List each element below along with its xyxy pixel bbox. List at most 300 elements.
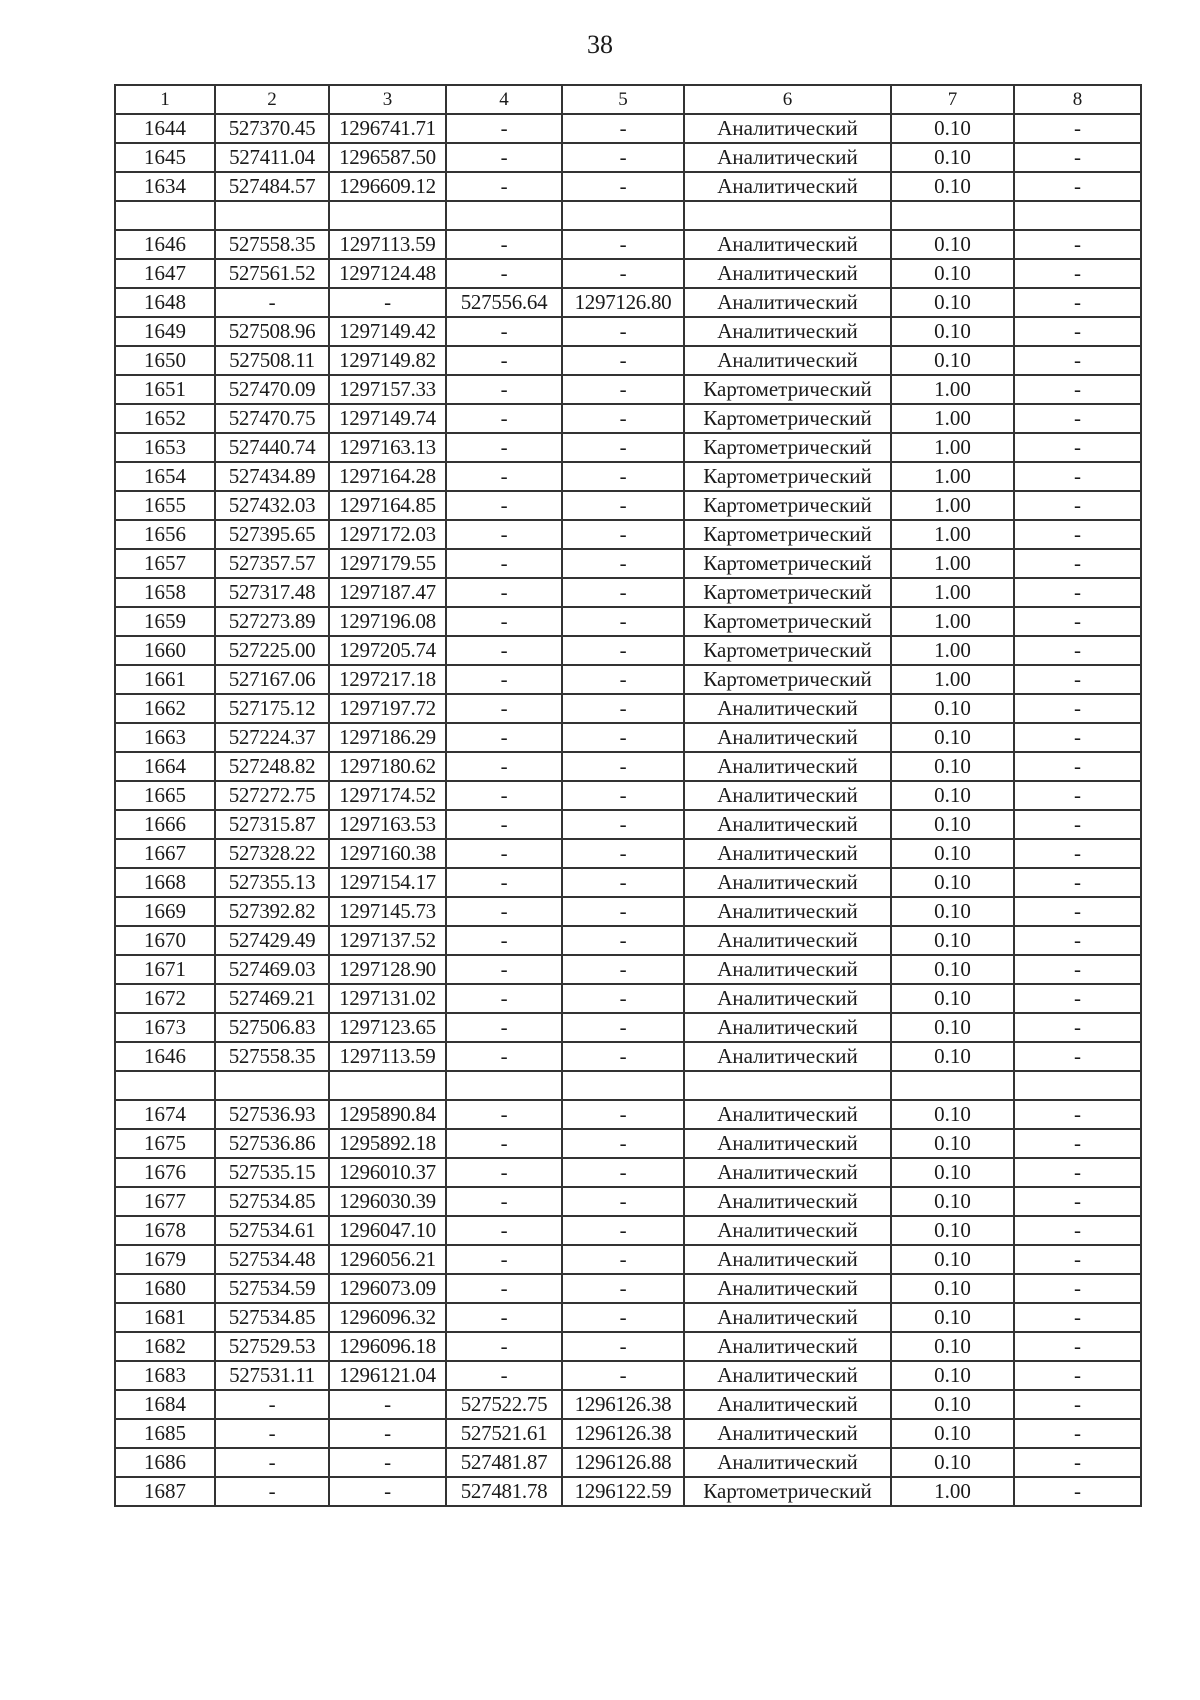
table-row — [115, 607, 1141, 636]
x-coordinate-cell: 527315.87 — [215, 810, 329, 839]
x-coordinate-cell: 527534.48 — [215, 1245, 329, 1274]
note-cell: - — [1014, 1303, 1141, 1332]
method-cell: Аналитический — [684, 346, 891, 375]
note-cell: - — [1014, 578, 1141, 607]
y-coordinate-alt-cell: - — [562, 143, 684, 172]
method-cell — [684, 201, 891, 230]
header-row — [115, 85, 1141, 114]
x-coordinate-cell: 527470.09 — [215, 375, 329, 404]
y-coordinate-cell — [329, 1071, 446, 1100]
method-cell: Аналитический — [684, 1274, 891, 1303]
x-coordinate-cell: - — [215, 1419, 329, 1448]
table-row — [115, 781, 1141, 810]
x-coordinate-alt-cell: - — [446, 346, 562, 375]
y-coordinate-cell: 1296096.18 — [329, 1332, 446, 1361]
point-number-cell: 1652 — [115, 404, 215, 433]
x-coordinate-cell: 527355.13 — [215, 868, 329, 897]
x-coordinate-alt-cell — [446, 201, 562, 230]
table-row — [115, 868, 1141, 897]
note-cell — [1014, 1071, 1141, 1100]
table-row — [115, 752, 1141, 781]
x-coordinate-alt-cell: - — [446, 636, 562, 665]
y-coordinate-alt-cell: - — [562, 346, 684, 375]
table-row — [115, 259, 1141, 288]
point-number-cell — [115, 201, 215, 230]
method-cell: Аналитический — [684, 1158, 891, 1187]
method-cell: Картометрический — [684, 578, 891, 607]
y-coordinate-cell: 1297145.73 — [329, 897, 446, 926]
point-number-cell: 1685 — [115, 1419, 215, 1448]
y-coordinate-cell: 1297157.33 — [329, 375, 446, 404]
accuracy-cell: 1.00 — [891, 520, 1014, 549]
note-cell: - — [1014, 1390, 1141, 1419]
table-row — [115, 839, 1141, 868]
y-coordinate-cell: 1296741.71 — [329, 114, 446, 143]
y-coordinate-cell: 1295892.18 — [329, 1129, 446, 1158]
note-cell: - — [1014, 1129, 1141, 1158]
table-row — [115, 578, 1141, 607]
x-coordinate-alt-cell: 527481.78 — [446, 1477, 562, 1506]
note-cell: - — [1014, 839, 1141, 868]
method-cell: Аналитический — [684, 1245, 891, 1274]
y-coordinate-alt-cell: - — [562, 578, 684, 607]
y-coordinate-alt-cell: - — [562, 114, 684, 143]
y-coordinate-alt-cell: - — [562, 781, 684, 810]
x-coordinate-cell: 527225.00 — [215, 636, 329, 665]
y-coordinate-alt-cell: - — [562, 665, 684, 694]
x-coordinate-cell: 527534.61 — [215, 1216, 329, 1245]
point-number-cell: 1684 — [115, 1390, 215, 1419]
method-cell: Аналитический — [684, 810, 891, 839]
y-coordinate-cell: - — [329, 1477, 446, 1506]
accuracy-cell: 1.00 — [891, 462, 1014, 491]
x-coordinate-cell: 527392.82 — [215, 897, 329, 926]
table-row — [115, 549, 1141, 578]
y-coordinate-cell: 1297205.74 — [329, 636, 446, 665]
x-coordinate-cell — [215, 1071, 329, 1100]
y-coordinate-alt-cell: - — [562, 607, 684, 636]
note-cell: - — [1014, 433, 1141, 462]
y-coordinate-cell: 1297137.52 — [329, 926, 446, 955]
table-row — [115, 1361, 1141, 1390]
y-coordinate-alt-cell: - — [562, 1042, 684, 1071]
y-coordinate-alt-cell: - — [562, 752, 684, 781]
x-coordinate-alt-cell: - — [446, 520, 562, 549]
x-coordinate-alt-cell: 527556.64 — [446, 288, 562, 317]
table-row — [115, 1129, 1141, 1158]
table-row — [115, 1419, 1141, 1448]
accuracy-cell: 0.10 — [891, 1361, 1014, 1390]
method-cell: Картометрический — [684, 520, 891, 549]
y-coordinate-cell: - — [329, 288, 446, 317]
accuracy-cell: 0.10 — [891, 1129, 1014, 1158]
table-row — [115, 433, 1141, 462]
method-cell: Аналитический — [684, 1042, 891, 1071]
note-cell: - — [1014, 1477, 1141, 1506]
table-row — [115, 984, 1141, 1013]
y-coordinate-cell: 1297128.90 — [329, 955, 446, 984]
table-row — [115, 1274, 1141, 1303]
y-coordinate-alt-cell: - — [562, 1129, 684, 1158]
note-cell: - — [1014, 288, 1141, 317]
note-cell: - — [1014, 897, 1141, 926]
point-number-cell: 1660 — [115, 636, 215, 665]
table-row — [115, 1245, 1141, 1274]
x-coordinate-cell: 527272.75 — [215, 781, 329, 810]
method-cell: Аналитический — [684, 984, 891, 1013]
method-cell: Аналитический — [684, 1129, 891, 1158]
x-coordinate-alt-cell: - — [446, 1129, 562, 1158]
x-coordinate-alt-cell: - — [446, 375, 562, 404]
y-coordinate-alt-cell: - — [562, 1013, 684, 1042]
note-cell: - — [1014, 317, 1141, 346]
x-coordinate-alt-cell: - — [446, 1332, 562, 1361]
header-cell: 4 — [446, 85, 562, 114]
x-coordinate-alt-cell: - — [446, 317, 562, 346]
point-number-cell: 1658 — [115, 578, 215, 607]
y-coordinate-cell: 1295890.84 — [329, 1100, 446, 1129]
y-coordinate-cell: 1297163.13 — [329, 433, 446, 462]
point-number-cell — [115, 1071, 215, 1100]
note-cell: - — [1014, 230, 1141, 259]
table-row — [115, 404, 1141, 433]
y-coordinate-alt-cell: - — [562, 1216, 684, 1245]
accuracy-cell: 0.10 — [891, 1100, 1014, 1129]
x-coordinate-alt-cell: - — [446, 1216, 562, 1245]
note-cell: - — [1014, 1361, 1141, 1390]
table-row — [115, 1042, 1141, 1071]
method-cell: Картометрический — [684, 404, 891, 433]
table-row — [115, 288, 1141, 317]
accuracy-cell: 0.10 — [891, 1187, 1014, 1216]
x-coordinate-cell: 527534.85 — [215, 1303, 329, 1332]
accuracy-cell: 0.10 — [891, 1332, 1014, 1361]
method-cell: Аналитический — [684, 1361, 891, 1390]
header-cell: 1 — [115, 85, 215, 114]
point-number-cell: 1679 — [115, 1245, 215, 1274]
note-cell: - — [1014, 723, 1141, 752]
method-cell: Аналитический — [684, 259, 891, 288]
y-coordinate-cell: 1297180.62 — [329, 752, 446, 781]
table-row — [115, 723, 1141, 752]
method-cell: Аналитический — [684, 1187, 891, 1216]
x-coordinate-alt-cell: - — [446, 259, 562, 288]
table-row — [115, 636, 1141, 665]
x-coordinate-alt-cell: - — [446, 491, 562, 520]
table-row — [115, 114, 1141, 143]
page-number: 38 — [587, 30, 613, 59]
x-coordinate-alt-cell: - — [446, 172, 562, 201]
y-coordinate-alt-cell: - — [562, 375, 684, 404]
note-cell: - — [1014, 259, 1141, 288]
y-coordinate-alt-cell: - — [562, 491, 684, 520]
note-cell: - — [1014, 1448, 1141, 1477]
method-cell: Аналитический — [684, 839, 891, 868]
y-coordinate-cell: 1297154.17 — [329, 868, 446, 897]
x-coordinate-alt-cell: - — [446, 578, 562, 607]
y-coordinate-alt-cell: - — [562, 839, 684, 868]
x-coordinate-alt-cell: - — [446, 926, 562, 955]
note-cell: - — [1014, 1274, 1141, 1303]
x-coordinate-cell: 527470.75 — [215, 404, 329, 433]
y-coordinate-alt-cell: - — [562, 926, 684, 955]
y-coordinate-alt-cell: - — [562, 1303, 684, 1332]
x-coordinate-alt-cell: - — [446, 897, 562, 926]
y-coordinate-alt-cell: - — [562, 636, 684, 665]
note-cell: - — [1014, 549, 1141, 578]
point-number-cell: 1657 — [115, 549, 215, 578]
x-coordinate-alt-cell: 527481.87 — [446, 1448, 562, 1477]
y-coordinate-cell: 1296030.39 — [329, 1187, 446, 1216]
x-coordinate-cell: - — [215, 1477, 329, 1506]
note-cell: - — [1014, 1158, 1141, 1187]
y-coordinate-alt-cell: - — [562, 1187, 684, 1216]
y-coordinate-alt-cell: - — [562, 1332, 684, 1361]
y-coordinate-cell: 1297149.82 — [329, 346, 446, 375]
method-cell: Аналитический — [684, 1303, 891, 1332]
note-cell: - — [1014, 375, 1141, 404]
note-cell: - — [1014, 462, 1141, 491]
accuracy-cell: 1.00 — [891, 578, 1014, 607]
method-cell: Картометрический — [684, 607, 891, 636]
x-coordinate-alt-cell: - — [446, 143, 562, 172]
point-number-cell: 1664 — [115, 752, 215, 781]
table-row — [115, 1100, 1141, 1129]
y-coordinate-cell: 1297197.72 — [329, 694, 446, 723]
point-number-cell: 1647 — [115, 259, 215, 288]
table-row — [115, 1390, 1141, 1419]
x-coordinate-alt-cell: - — [446, 955, 562, 984]
accuracy-cell: 1.00 — [891, 1477, 1014, 1506]
table-row — [115, 317, 1141, 346]
x-coordinate-cell: 527536.93 — [215, 1100, 329, 1129]
accuracy-cell: 1.00 — [891, 636, 1014, 665]
note-cell: - — [1014, 491, 1141, 520]
point-number-cell: 1662 — [115, 694, 215, 723]
point-number-cell: 1654 — [115, 462, 215, 491]
y-coordinate-cell: 1297123.65 — [329, 1013, 446, 1042]
x-coordinate-cell: 527469.03 — [215, 955, 329, 984]
header-cell: 6 — [684, 85, 891, 114]
x-coordinate-cell: 527395.65 — [215, 520, 329, 549]
method-cell: Аналитический — [684, 317, 891, 346]
method-cell: Картометрический — [684, 433, 891, 462]
x-coordinate-cell: 527558.35 — [215, 1042, 329, 1071]
method-cell: Аналитический — [684, 781, 891, 810]
y-coordinate-cell: 1297149.42 — [329, 317, 446, 346]
point-number-cell: 1672 — [115, 984, 215, 1013]
table-row — [115, 1332, 1141, 1361]
y-coordinate-alt-cell: - — [562, 462, 684, 491]
point-number-cell: 1682 — [115, 1332, 215, 1361]
x-coordinate-cell: 527534.85 — [215, 1187, 329, 1216]
x-coordinate-cell: 527440.74 — [215, 433, 329, 462]
y-coordinate-cell: 1297179.55 — [329, 549, 446, 578]
note-cell: - — [1014, 1100, 1141, 1129]
method-cell: Аналитический — [684, 955, 891, 984]
table-row — [115, 1013, 1141, 1042]
accuracy-cell: 0.10 — [891, 114, 1014, 143]
note-cell: - — [1014, 404, 1141, 433]
table-row — [115, 346, 1141, 375]
x-coordinate-alt-cell: - — [446, 1187, 562, 1216]
x-coordinate-alt-cell: - — [446, 1158, 562, 1187]
y-coordinate-cell: - — [329, 1448, 446, 1477]
accuracy-cell: 0.10 — [891, 1448, 1014, 1477]
y-coordinate-alt-cell: - — [562, 404, 684, 433]
accuracy-cell: 0.10 — [891, 926, 1014, 955]
x-coordinate-cell: 527317.48 — [215, 578, 329, 607]
point-number-cell: 1667 — [115, 839, 215, 868]
y-coordinate-cell: 1297196.08 — [329, 607, 446, 636]
separator-row — [115, 201, 1141, 230]
note-cell: - — [1014, 1419, 1141, 1448]
y-coordinate-cell: 1296010.37 — [329, 1158, 446, 1187]
accuracy-cell: 0.10 — [891, 1303, 1014, 1332]
accuracy-cell: 0.10 — [891, 346, 1014, 375]
table-row — [115, 1303, 1141, 1332]
point-number-cell: 1681 — [115, 1303, 215, 1332]
x-coordinate-alt-cell: - — [446, 752, 562, 781]
table-row — [115, 172, 1141, 201]
point-number-cell: 1678 — [115, 1216, 215, 1245]
accuracy-cell — [891, 1071, 1014, 1100]
table-row — [115, 694, 1141, 723]
x-coordinate-cell: 527484.57 — [215, 172, 329, 201]
point-number-cell: 1634 — [115, 172, 215, 201]
point-number-cell: 1650 — [115, 346, 215, 375]
note-cell: - — [1014, 1042, 1141, 1071]
method-cell: Аналитический — [684, 288, 891, 317]
x-coordinate-cell: 527534.59 — [215, 1274, 329, 1303]
point-number-cell: 1670 — [115, 926, 215, 955]
y-coordinate-cell: 1296056.21 — [329, 1245, 446, 1274]
y-coordinate-cell: 1297113.59 — [329, 230, 446, 259]
method-cell: Картометрический — [684, 665, 891, 694]
y-coordinate-alt-cell: 1296122.59 — [562, 1477, 684, 1506]
accuracy-cell: 0.10 — [891, 781, 1014, 810]
point-number-cell: 1651 — [115, 375, 215, 404]
x-coordinate-cell: 527469.21 — [215, 984, 329, 1013]
point-number-cell: 1666 — [115, 810, 215, 839]
note-cell — [1014, 201, 1141, 230]
table-row — [115, 665, 1141, 694]
y-coordinate-cell — [329, 201, 446, 230]
accuracy-cell: 0.10 — [891, 172, 1014, 201]
x-coordinate-alt-cell: - — [446, 462, 562, 491]
x-coordinate-alt-cell: - — [446, 1303, 562, 1332]
y-coordinate-alt-cell: - — [562, 549, 684, 578]
y-coordinate-alt-cell: - — [562, 955, 684, 984]
y-coordinate-cell: 1296609.12 — [329, 172, 446, 201]
method-cell: Аналитический — [684, 1332, 891, 1361]
x-coordinate-alt-cell: - — [446, 984, 562, 1013]
method-cell — [684, 1071, 891, 1100]
accuracy-cell: 1.00 — [891, 433, 1014, 462]
table-body — [115, 85, 1141, 1506]
x-coordinate-alt-cell: - — [446, 665, 562, 694]
note-cell: - — [1014, 1245, 1141, 1274]
x-coordinate-cell: 527411.04 — [215, 143, 329, 172]
accuracy-cell: 0.10 — [891, 1216, 1014, 1245]
table-row — [115, 1216, 1141, 1245]
y-coordinate-cell: 1296047.10 — [329, 1216, 446, 1245]
method-cell: Аналитический — [684, 723, 891, 752]
method-cell: Аналитический — [684, 1448, 891, 1477]
note-cell: - — [1014, 143, 1141, 172]
method-cell: Аналитический — [684, 868, 891, 897]
point-number-cell: 1646 — [115, 1042, 215, 1071]
header-cell: 3 — [329, 85, 446, 114]
x-coordinate-cell: 527508.11 — [215, 346, 329, 375]
table-row — [115, 897, 1141, 926]
point-number-cell: 1665 — [115, 781, 215, 810]
method-cell: Аналитический — [684, 172, 891, 201]
x-coordinate-cell: 527429.49 — [215, 926, 329, 955]
note-cell: - — [1014, 172, 1141, 201]
x-coordinate-alt-cell: - — [446, 230, 562, 259]
x-coordinate-alt-cell: - — [446, 839, 562, 868]
accuracy-cell: 0.10 — [891, 1390, 1014, 1419]
method-cell: Аналитический — [684, 1100, 891, 1129]
x-coordinate-cell: 527506.83 — [215, 1013, 329, 1042]
y-coordinate-cell: 1297160.38 — [329, 839, 446, 868]
point-number-cell: 1671 — [115, 955, 215, 984]
method-cell: Аналитический — [684, 926, 891, 955]
point-number-cell: 1680 — [115, 1274, 215, 1303]
x-coordinate-alt-cell: - — [446, 1361, 562, 1390]
table-row — [115, 491, 1141, 520]
accuracy-cell: 0.10 — [891, 897, 1014, 926]
note-cell: - — [1014, 984, 1141, 1013]
y-coordinate-cell: 1297186.29 — [329, 723, 446, 752]
table-row — [115, 143, 1141, 172]
method-cell: Аналитический — [684, 897, 891, 926]
x-coordinate-cell: - — [215, 1448, 329, 1477]
point-number-cell: 1656 — [115, 520, 215, 549]
method-cell: Картометрический — [684, 549, 891, 578]
point-number-cell: 1653 — [115, 433, 215, 462]
y-coordinate-cell: 1297164.85 — [329, 491, 446, 520]
x-coordinate-alt-cell: - — [446, 810, 562, 839]
y-coordinate-alt-cell: 1296126.88 — [562, 1448, 684, 1477]
point-number-cell: 1675 — [115, 1129, 215, 1158]
y-coordinate-alt-cell: - — [562, 317, 684, 346]
accuracy-cell: 1.00 — [891, 375, 1014, 404]
y-coordinate-alt-cell — [562, 201, 684, 230]
x-coordinate-alt-cell: - — [446, 723, 562, 752]
y-coordinate-cell: 1297187.47 — [329, 578, 446, 607]
accuracy-cell: 0.10 — [891, 1274, 1014, 1303]
accuracy-cell: 0.10 — [891, 1245, 1014, 1274]
table-row — [115, 955, 1141, 984]
table-row — [115, 1477, 1141, 1506]
x-coordinate-cell: 527535.15 — [215, 1158, 329, 1187]
x-coordinate-cell: 527248.82 — [215, 752, 329, 781]
y-coordinate-cell: 1297174.52 — [329, 781, 446, 810]
table-row — [115, 375, 1141, 404]
y-coordinate-alt-cell: - — [562, 1245, 684, 1274]
accuracy-cell: 1.00 — [891, 549, 1014, 578]
note-cell: - — [1014, 607, 1141, 636]
y-coordinate-cell: 1297217.18 — [329, 665, 446, 694]
method-cell: Аналитический — [684, 1419, 891, 1448]
y-coordinate-cell: 1297124.48 — [329, 259, 446, 288]
x-coordinate-cell — [215, 201, 329, 230]
header-cell: 2 — [215, 85, 329, 114]
y-coordinate-cell: 1297163.53 — [329, 810, 446, 839]
note-cell: - — [1014, 1332, 1141, 1361]
